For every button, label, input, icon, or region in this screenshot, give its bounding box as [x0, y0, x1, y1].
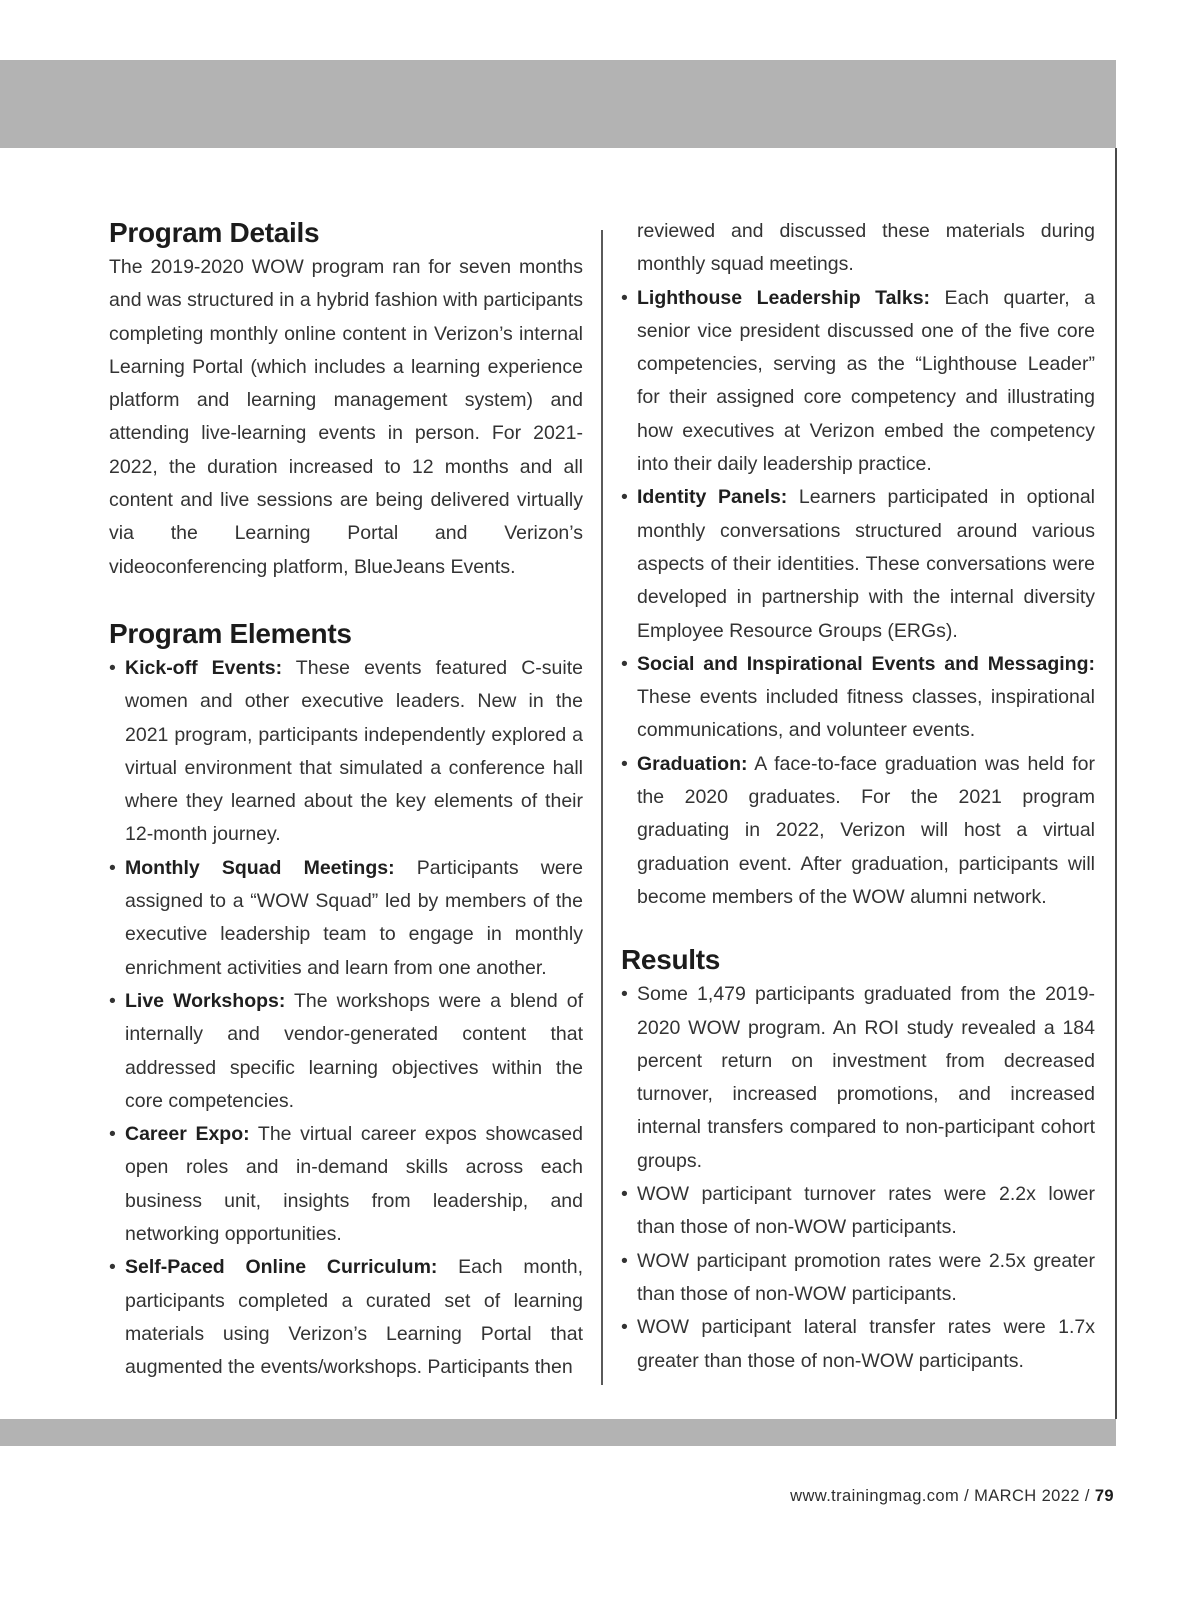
continuation-paragraph: reviewed and discussed these materials during monthly squad meetings. — [637, 220, 1095, 276]
program-elements-list — [109, 652, 583, 1385]
list-item: • WOW participant lateral transfer rates were 1.7x greater than those of non-WOW participants. — [621, 1311, 1095, 1378]
list-item: • Kick-off Events: These events featured C-suite women and other executive leaders. New in the 2021 program, participants independently explored a virtual environment that simulated a conference hall where they learned about the key elements of their 12-month journey. — [109, 652, 583, 852]
heading-program-details: Program Details — [109, 217, 320, 248]
footer-url-date: www.trainingmag.com / MARCH 2022 / — [790, 1487, 1095, 1505]
list-item: • Identity Panels: Learners participated in optional monthly conversations structured around various aspects of their identities. These conversations were developed in partnership with the internal diversity Employee Resource Groups (ERGs). — [621, 481, 1095, 647]
page-number: 79 — [1094, 1487, 1114, 1505]
list-item: • Some 1,479 participants graduated from the 2019-2020 WOW program. An ROI study revealed a 184 percent return on investment from decreased turnover, increased promotions, and increased internal transfers compared to non-participant cohort groups. — [621, 978, 1095, 1178]
list-item: • Self-Paced Online Curriculum: Each month, participants completed a curated set of learning materials using Verizon’s Learning Portal that augmented the events/workshops. Participants then — [109, 1251, 583, 1384]
column-divider — [601, 230, 603, 1385]
right-rule — [1115, 148, 1117, 1419]
footer-band — [0, 1419, 1116, 1446]
list-item: • Lighthouse Leadership Talks: Each quarter, a senior vice president discussed one of the five core competencies, serving as the “Lighthouse Leader” for their assigned core competency and illustrating how executives at Verizon embed the competency into their daily leadership practice. — [621, 282, 1095, 482]
results-list — [621, 978, 1095, 1378]
heading-results: Results — [621, 944, 721, 976]
list-item: • Career Expo: The virtual career expos showcased open roles and in-demand skills across each business unit, insights from leadership, and networking opportunities. — [109, 1118, 583, 1251]
list-item: • Monthly Squad Meetings: Participants were assigned to a “WOW Squad” led by members of the executive leadership team to engage in monthly enrichment activities and learn from one another. — [109, 852, 583, 985]
intro-paragraph: The 2019-2020 WOW program ran for seven months and was structured in a hybrid fashion with participants completing monthly online content in Verizon’s internal Learning Portal (which includes a learning experience platform and learning management system) and attending live-learning events in person. For 2021-2022, the duration increased to 12 months and all content and live sessions are being delivered virtually via the Learning Portal and Verizon’s videoconferencing platform, BlueJeans Events. — [109, 256, 583, 578]
list-item: • WOW participant promotion rates were 2.5x greater than those of non-WOW participants. — [621, 1245, 1095, 1312]
list-item: • Graduation: A face-to-face graduation was held for the 2020 graduates. For the 2021 program graduating in 2022, Verizon will host a virtual graduation event. After graduation, participants will become members of the WOW alumni network. — [621, 748, 1095, 914]
list-item: • WOW participant turnover rates were 2.2x lower than those of non-WOW participants. — [621, 1178, 1095, 1245]
right-column — [621, 215, 1095, 1378]
continued-text — [621, 215, 1095, 282]
page-footer — [790, 1487, 1114, 1506]
program-elements-list-continued — [621, 282, 1095, 915]
list-item: • Live Workshops: The workshops were a blend of internally and vendor-generated content that addressed specific learning objectives within the core competencies. — [109, 985, 583, 1118]
header-band — [0, 60, 1116, 148]
left-column — [109, 215, 583, 1385]
heading-program-elements: Program Elements — [109, 617, 352, 649]
list-item: • Social and Inspirational Events and Messaging: These events included fitness classes, inspirational communications, and volunteer events. — [621, 648, 1095, 748]
